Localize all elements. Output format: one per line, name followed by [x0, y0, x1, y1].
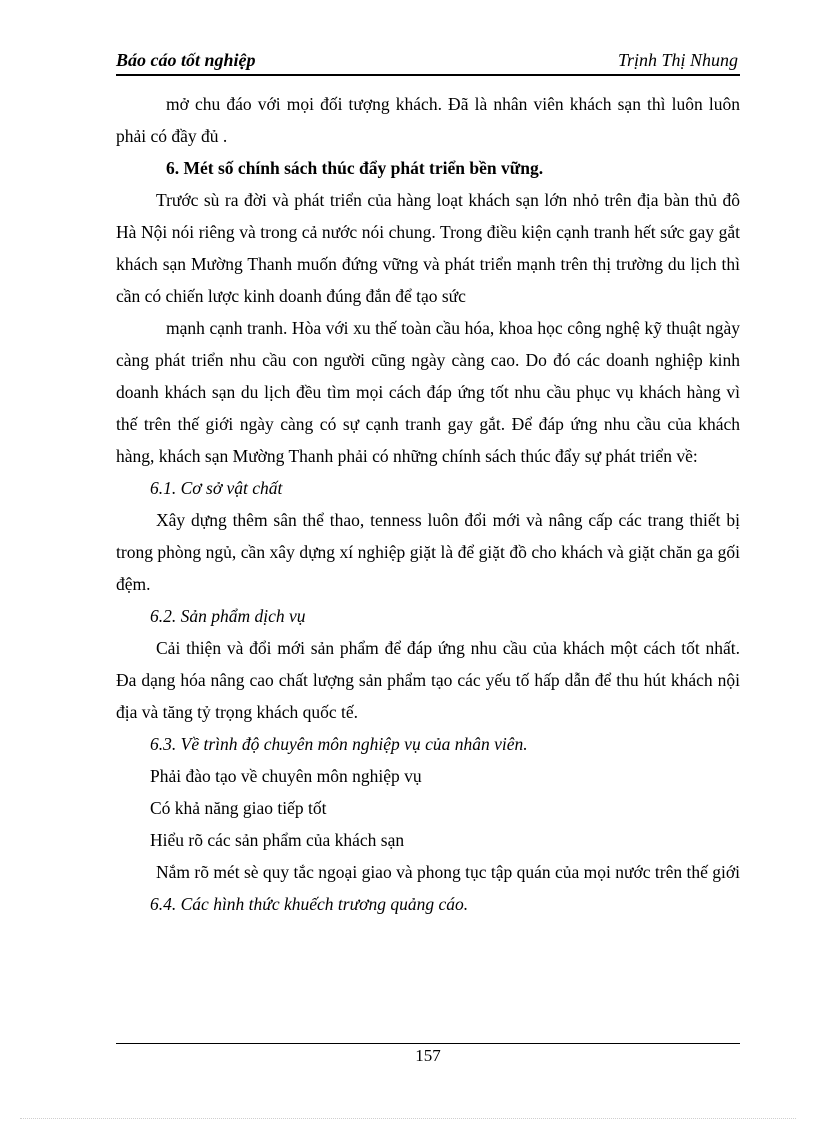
- paragraph: mạnh cạnh tranh. Hòa với xu thế toàn cầu hóa, khoa học công nghệ kỹ thuật ngày càng phát triển nhu cầu con người cũng ngày càng cao. Do đó các doanh nghiệp kinh doanh khách sạn du lịch đều tìm mọi cách đáp ứng tốt nhu cầu phục vụ khách hàng vì thế trên thế giới ngày càng có sự cạnh tranh gay gắt. Để đáp ứng nhu cầu của khách hàng, khách sạn Mường Thanh phải có những chính sách thúc đẩy sự phát triển về:: [116, 318, 740, 466]
- subsection-heading: 6.2. Sản phẩm dịch vụ: [150, 606, 306, 626]
- author-name: Trịnh Thị Nhung: [617, 50, 738, 70]
- paragraph-continuation: mở chu đáo với mọi đối tượng khách. Đã là nhân viên khách sạn thì luôn luôn phải có đầy đủ .: [116, 94, 740, 146]
- document-body: [116, 88, 740, 920]
- page-number: 157: [415, 1046, 441, 1065]
- list-item: Hiểu rõ các sản phẩm của khách sạn: [150, 830, 405, 850]
- paragraph: Nắm rõ mét sè quy tắc ngoại giao và phong tục tập quán của mọi nước trên thế giới: [156, 862, 740, 882]
- subsection-heading: 6.1. Cơ sở vật chất: [150, 478, 283, 498]
- paragraph: Cải thiện và đổi mới sản phẩm để đáp ứng nhu cầu của khách một cách tốt nhất. Đa dạng hóa nâng cao chất lượng sản phẩm tạo các yếu tố hấp dẫn để thu hút khách nội địa và tăng tỷ trọng khách quốc tế.: [116, 638, 740, 722]
- paragraph: Trước sù ra đời và phát triển của hàng loạt khách sạn lớn nhỏ trên địa bàn thủ đô Hà Nội nói riêng và trong cả nước nói chung. Trong điều kiện cạnh tranh hết sức gay gắt khách sạn Mường Thanh muốn đứng vững và phát triển mạnh trên thị trường du lịch thì cần có chiến lược kinh doanh đúng đắn để tạo sức: [116, 190, 740, 306]
- paragraph: Xây dựng thêm sân thể thao, tenness luôn đổi mới và nâng cấp các trang thiết bị trong phòng ngủ, cần xây dựng xí nghiệp giặt là để giặt đồ cho khách và giặt chăn ga gối đệm.: [116, 510, 740, 594]
- list-item: Có khả năng giao tiếp tốt: [150, 798, 327, 818]
- section-heading: 6. Mét số chính sách thúc đẩy phát triển bền vững.: [166, 158, 544, 178]
- list-item: Phải đào tạo về chuyên môn nghiệp vụ: [150, 766, 422, 786]
- report-title: Báo cáo tốt nghiệp: [116, 50, 256, 70]
- subsection-heading: 6.3. Về trình độ chuyên môn nghiệp vụ của nhân viên.: [150, 734, 528, 754]
- page-bottom-border: [20, 1118, 796, 1119]
- page-header: [116, 46, 740, 76]
- subsection-heading: 6.4. Các hình thức khuếch trương quảng cáo.: [150, 894, 469, 914]
